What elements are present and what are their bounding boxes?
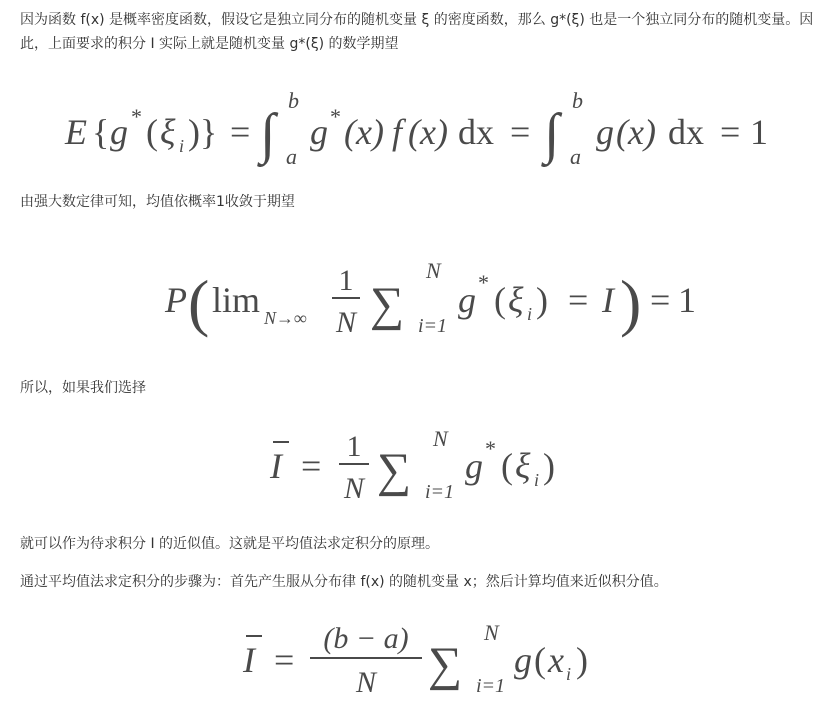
eq-paren-x-3: (x) [616,112,656,152]
eq2-I: I [602,280,614,320]
eq4-fraction-numerator: (b − a) [323,622,409,655]
eq3-fraction-numerator: 1 [346,430,362,463]
eq-dx-2: dx [668,112,704,152]
eq4-sum-lower: i=1 [476,675,506,697]
estimator-equation [265,420,585,516]
eq-equals-1: = [230,112,251,152]
eq-f: f [392,112,403,152]
eq3-sum-sign: ∑ [377,444,412,497]
eq-xi: ξ [160,112,176,152]
expectation-equation [60,88,780,178]
eq3-I-bar: I [270,446,282,486]
eq4-equals: = [274,640,295,680]
eq3-star: * [485,436,496,461]
strong-law-paragraph: 由强大数定律可知，均值依概率1收敛于期望 [20,194,295,210]
eq2-one: 1 [678,280,696,320]
eq3-sum-lower: i=1 [425,481,455,503]
eq2-lim: lim [212,280,261,320]
eq4-I-bar: I [243,640,255,680]
eq2-sub-i: i [527,304,533,324]
choose-paragraph: 所以，如果我们选择 [20,380,146,396]
eq-symbol-E: E [65,112,87,152]
eq3-sub-i: i [534,470,540,490]
eq-star: * [131,104,142,129]
lower-limit-a-2: a [570,144,581,169]
eq4-sum-upper: N [484,620,499,645]
upper-limit-b-2: b [572,88,583,113]
eq-equals-3: = [720,112,741,152]
eq3-g: g [465,446,483,486]
eq-one: 1 [750,112,768,152]
eq2-xi: ξ [508,280,524,320]
eq-paren-x-2: (x) [408,112,448,152]
eq2-g: g [458,280,476,320]
approximation-paragraph: 就可以作为待求积分 I 的近似值。这就是平均值法求定积分的原理。 [20,536,440,552]
eq2-equals-2: = [650,280,671,320]
integral-sign-2: ∫ [544,103,560,165]
eq-equals-2: = [510,112,531,152]
eq3-rparen: ) [543,446,555,486]
eq2-sum-sign: ∑ [370,278,405,331]
eq2-sum-upper: N [426,258,441,283]
eq-star-2: * [330,104,341,129]
eq4-sub-i: i [566,664,572,684]
eq2-lim-subscript: N→∞ [264,308,307,328]
strong-law-equation [160,250,720,350]
eq-g-x: g [310,112,328,152]
eq-paren-x-1: (x) [344,112,384,152]
eq4-fraction-denominator: N [355,666,377,699]
eq2-star: * [478,270,489,295]
eq3-sum-upper: N [433,426,448,451]
eq-sub-i: i [179,136,185,156]
eq2-big-rparen: ) [620,267,642,338]
eq2-equals: = [568,280,589,320]
eq3-equals: = [301,446,322,486]
eq-g: g [110,112,128,152]
eq3-xi: ξ [515,446,531,486]
steps-paragraph: 通过平均值法求定积分的步骤为：首先产生服从分布律 f(x) 的随机变量 x；然后计算均值来近似积分值。 [20,574,668,590]
upper-limit-b-1: b [288,88,299,113]
eq4-lparen: ( [534,640,546,680]
eq-rparen-brace: )} [188,112,218,152]
eq-brace: { [92,112,110,152]
eq-lparen: ( [146,112,158,152]
lower-limit-a-1: a [286,144,297,169]
eq2-fraction-numerator: 1 [338,264,354,297]
eq2-lparen: ( [494,280,506,320]
eq2-fraction-denominator: N [335,306,357,339]
eq3-fraction-denominator: N [343,472,365,505]
eq4-sum-sign: ∑ [428,638,463,691]
eq2-P: P [165,280,187,320]
eq-g-2: g [596,112,614,152]
eq2-sum-lower: i=1 [418,315,448,337]
eq4-x: x [548,640,564,680]
intro-paragraph: 因为函数 f(x) 是概率密度函数，假设它是独立同分布的随机变量 ξ 的密度函数，那么 g*(ξ) 也是一个独立同分布的随机变量。因此，上面要求的积分 I 实际上就是随机变量 g*(ξ) 的数学期望 [20,12,814,52]
eq2-big-lparen: ( [188,267,210,338]
eq3-lparen: ( [501,446,513,486]
eq4-g: g [514,640,532,680]
integral-sign-1: ∫ [260,103,276,165]
eq4-rparen: ) [576,640,588,680]
eq-dx-1: dx [458,112,494,152]
mean-value-equation [238,614,618,710]
eq2-rparen: ) [536,280,548,320]
